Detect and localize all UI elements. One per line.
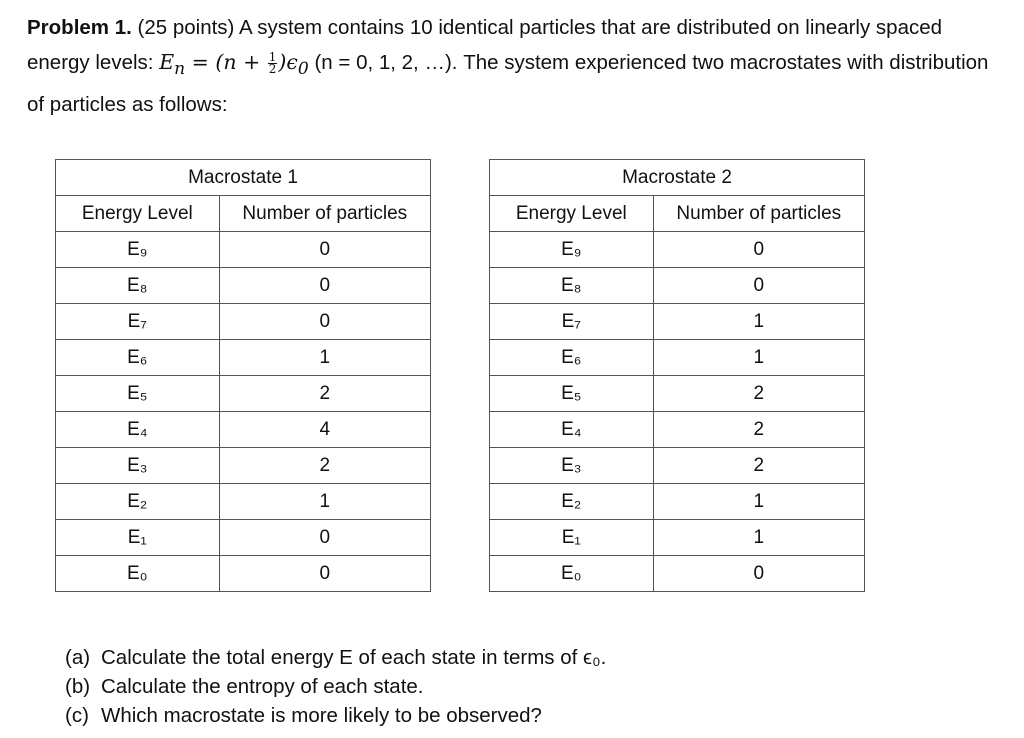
table-row	[56, 412, 431, 448]
question-c	[65, 701, 606, 730]
question-label: (b)	[65, 675, 91, 698]
energy-level-cell: E₃	[56, 448, 220, 484]
formula-rhs: )ϵ	[278, 50, 298, 74]
energy-level-cell: E₁	[490, 520, 654, 556]
table-row	[490, 232, 865, 268]
table-row	[56, 340, 431, 376]
energy-level-cell: E₇	[56, 304, 220, 340]
particle-count-cell: 1	[653, 304, 864, 340]
question-b	[65, 672, 606, 701]
table-title: Macrostate 2	[490, 160, 865, 196]
particle-count-cell: 0	[219, 556, 430, 592]
table-row	[56, 304, 431, 340]
column-header-particles: Number of particles	[219, 196, 430, 232]
particle-count-cell: 2	[653, 376, 864, 412]
energy-level-cell: E₈	[490, 268, 654, 304]
table-row	[490, 376, 865, 412]
formula-eq: = (n +	[185, 50, 267, 74]
table-row	[56, 556, 431, 592]
particle-count-cell: 0	[219, 520, 430, 556]
table-row	[56, 484, 431, 520]
particle-count-cell: 0	[653, 268, 864, 304]
energy-level-cell: E₄	[490, 412, 654, 448]
particle-count-cell: 0	[219, 304, 430, 340]
energy-level-cell: E₆	[490, 340, 654, 376]
energy-formula	[159, 50, 309, 80]
questions-list	[65, 643, 606, 730]
energy-level-cell: E₉	[56, 232, 220, 268]
column-header-energy: Energy Level	[490, 196, 654, 232]
table-row	[56, 232, 431, 268]
column-header-energy: Energy Level	[56, 196, 220, 232]
formula-rhs-sub: 0	[297, 59, 309, 80]
table-row	[490, 448, 865, 484]
problem-statement	[27, 10, 1002, 122]
particle-count-cell: 1	[653, 520, 864, 556]
particle-count-cell: 0	[219, 268, 430, 304]
energy-level-cell: E₂	[490, 484, 654, 520]
problem-points: (25 points)	[137, 16, 235, 39]
question-label: (a)	[65, 646, 91, 669]
energy-level-cell: E₀	[56, 556, 220, 592]
formula-fraction	[268, 52, 278, 75]
energy-level-cell: E₄	[56, 412, 220, 448]
formula-sub: n	[174, 59, 186, 80]
table-row	[490, 340, 865, 376]
table-body	[56, 232, 431, 592]
fraction-numerator: 1	[268, 50, 277, 64]
table-body	[490, 232, 865, 592]
particle-count-cell: 4	[219, 412, 430, 448]
particle-count-cell: 2	[653, 448, 864, 484]
particle-count-cell: 0	[219, 232, 430, 268]
question-text: Calculate the total energy E of each state in terms of ϵ₀.	[101, 646, 607, 669]
particle-count-cell: 1	[219, 340, 430, 376]
table-row	[490, 412, 865, 448]
question-text: Which macrostate is more likely to be observed?	[101, 704, 542, 727]
problem-title: Problem 1.	[27, 16, 132, 39]
energy-level-cell: E₁	[56, 520, 220, 556]
table-row	[490, 268, 865, 304]
energy-level-cell: E₉	[490, 232, 654, 268]
table-row	[56, 520, 431, 556]
table-row	[56, 376, 431, 412]
table-row	[490, 304, 865, 340]
particle-count-cell: 2	[219, 448, 430, 484]
table-row	[56, 448, 431, 484]
energy-level-cell: E₃	[490, 448, 654, 484]
question-text: Calculate the entropy of each state.	[101, 675, 424, 698]
fraction-denominator: 2	[268, 62, 277, 76]
macrostate-2-table	[489, 159, 865, 592]
particle-count-cell: 1	[653, 484, 864, 520]
energy-level-cell: E₀	[490, 556, 654, 592]
energy-level-cell: E₆	[56, 340, 220, 376]
energy-level-cell: E₅	[56, 376, 220, 412]
question-label: (c)	[65, 704, 89, 727]
table-row	[490, 484, 865, 520]
table-row	[490, 520, 865, 556]
problem-text-1: A system contains 10 identical particles that are distributed on linearly spaced energy levels:	[27, 16, 943, 74]
column-header-particles: Number of particles	[653, 196, 864, 232]
macrostate-1-table	[55, 159, 431, 592]
particle-count-cell: 1	[219, 484, 430, 520]
energy-level-cell: E₈	[56, 268, 220, 304]
particle-count-cell: 0	[653, 556, 864, 592]
particle-count-cell: 0	[653, 232, 864, 268]
question-a	[65, 643, 606, 672]
formula-lhs: E	[159, 50, 175, 74]
particle-count-cell: 1	[653, 340, 864, 376]
table-row	[490, 556, 865, 592]
energy-level-cell: E₅	[490, 376, 654, 412]
table-row	[56, 268, 431, 304]
energy-level-cell: E₂	[56, 484, 220, 520]
particle-count-cell: 2	[219, 376, 430, 412]
energy-level-cell: E₇	[490, 304, 654, 340]
problem-text-2: The system experienced two macrostates with distribution of particles as follows:	[27, 51, 989, 117]
particle-count-cell: 2	[653, 412, 864, 448]
table-title: Macrostate 1	[56, 160, 431, 196]
n-range: (n = 0, 1, 2, …).	[314, 51, 458, 74]
